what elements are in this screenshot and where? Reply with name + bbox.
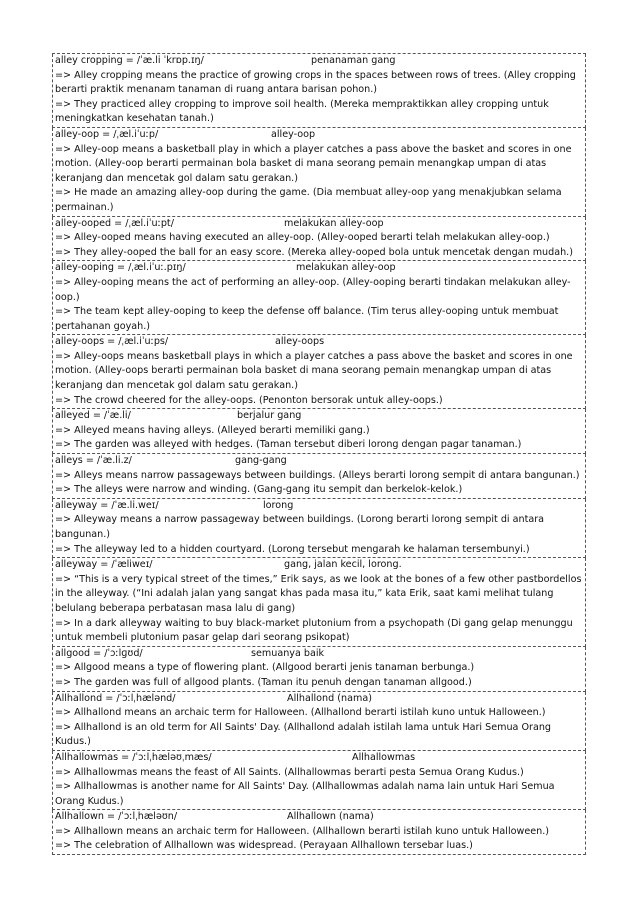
entry-translation: melakukan alley-oop [284, 217, 384, 229]
entry-headword: alley-oop = /ˌæl.iˈuːp/ [55, 128, 159, 140]
entry-example: => The crowd cheered for the alley-oops. (Penonton bersorak untuk alley-oops.) [55, 394, 443, 406]
entry-headword-row [55, 647, 582, 662]
entry-headword: allgood = /ˈɔːlɡʊd/ [55, 647, 143, 659]
entry-example: => Allgood means a type of flowering plant. (Allgood berarti jenis tanaman berbunga.) [55, 662, 475, 674]
dictionary-entry [52, 217, 586, 262]
dictionary-entry [52, 647, 586, 692]
entry-example: => The team kept alley-ooping to keep the defense off balance. (Tim terus alley-ooping untuk membuat pertahanan goyah.) [55, 306, 559, 332]
entry-example: => Alley cropping means the practice of growing crops in the spaces between rows of trees. (Alley cropping berarti praktik menanam tanaman di ruang antara barisan pohon.) [55, 69, 576, 96]
entry-translation: gang-gang [235, 455, 287, 467]
dictionary-entry [52, 499, 586, 558]
entry-translation: Allhallowmas [352, 751, 416, 763]
entry-example: => Alleys means narrow passageways between buildings. (Alleys berarti lorong sempit di antara bangunan.) [55, 469, 580, 481]
entry-translation: lorong [263, 499, 294, 511]
entry-headword-row [55, 335, 582, 350]
entry-example: => Alley-ooping means the act of performing an alley-oop. (Alley-ooping berarti tindakan melakukan alley-oop.) [55, 276, 571, 303]
dictionary-entry [52, 261, 586, 335]
entry-headword-row [55, 692, 582, 707]
entry-example: => Allhallowmas means the feast of All Saints. (Allhallowmas berarti pesta Semua Orang Kudus.) [55, 766, 524, 778]
entry-example: => Alleyway means a narrow passageway between buildings. (Lorong berarti lorong sempit di antara bangunan.) [55, 514, 545, 540]
dictionary-entry [52, 454, 586, 499]
entry-headword: alleyway = /ˈæ.li.weɪ/ [55, 499, 159, 511]
dictionary-entry [52, 810, 586, 855]
dictionary-entry [52, 692, 586, 751]
entry-translation: gang, jalan kecil, lorong. [284, 559, 402, 571]
dictionary-entry [52, 54, 586, 128]
entry-headword: alleyed = /ˈæ.li/ [55, 410, 131, 422]
entry-translation: melakukan alley-oop [296, 262, 396, 274]
entry-headword-row [55, 558, 582, 573]
entry-headword-row [55, 751, 582, 766]
entry-example: => Alley-ooped means having executed an alley-oop. (Alley-ooped berarti telah melakukan alley-oop.) [55, 232, 550, 244]
dictionary-entry [52, 409, 586, 454]
entry-translation: alley-oops [275, 336, 325, 348]
entry-headword: alley cropping = /ˈæ.li ˈkrɒp.ɪŋ/ [55, 55, 204, 66]
entry-example: => Alley-oop means a basketball play in which a player catches a pass above the basket and scores in one motion. (Alley-oop berarti permainan bola basket di mana seorang pemain menangkap umpan di atas keranjang dan mencetak gol dalam satu gerakan.) [55, 143, 572, 184]
entry-example: => Allhallowmas is another name for All Saints' Day. (Allhallowmas adalah nama lain untuk Hari Semua Orang Kudus.) [55, 781, 555, 807]
entry-example: => The celebration of Allhallown was widespread. (Perayaan Allhallown tersebar luas.) [55, 840, 473, 852]
entry-headword: Allhallond = /ˈɔːlˌhælənd/ [55, 692, 176, 704]
entry-example: => Allhallond is an old term for All Saints' Day. (Allhallond adalah istilah lama untuk Hari Semua Orang Kudus.) [55, 721, 552, 748]
entry-example: => The alleyway led to a hidden courtyard. (Lorong tersebut mengarah ke halaman tersembunyi.) [55, 543, 530, 555]
dictionary-entry [52, 558, 586, 647]
entry-example: => “This is a very typical street of the times,” Erik says, as we look at the bones of a few other pastbordellos in the alleyway. (“Ini adalah jalan yang sangat khas pada masa itu,” kata Erik, saat kami melihat tulang belulang beberapa perbatasan masa lalu di gang) [55, 573, 582, 614]
entry-headword: Allhallowmas = /ˈɔːlˌhæləʊˌmæs/ [55, 751, 212, 763]
entry-translation: Allhallond (nama) [287, 692, 372, 704]
entry-headword-row [55, 217, 582, 232]
entry-headword: Allhallown = /ˈɔːlˌhæləʊn/ [55, 811, 178, 823]
entry-example: => Alley-oops means basketball plays in which a player catches a pass above the basket and scores in one motion. (Alley-oops berarti permainan bola basket di mana seorang pemain menangkap umpan di atas keranjang dan mencetak gol dalam satu gerakan.) [55, 350, 573, 392]
entry-headword-row [55, 810, 582, 825]
entry-translation: Allhallown (nama) [287, 811, 374, 823]
entry-headword-row [55, 128, 582, 143]
entry-example: => Allhallown means an archaic term for Halloween. (Allhallown berarti istilah kuno untuk Halloween.) [55, 825, 549, 837]
dictionary-entry [52, 128, 586, 217]
entry-translation: berjalur gang [237, 410, 302, 422]
entry-example: => Allhallond means an archaic term for Halloween. (Allhallond berarti istilah kuno untuk Halloween.) [55, 707, 546, 719]
entry-headword: alleyway = /ˈæliweɪ/ [55, 559, 153, 571]
entry-example: => The alleys were narrow and winding. (Gang-gang itu sempit dan berkelok-kelok.) [55, 484, 463, 496]
dictionary-page [52, 53, 586, 855]
entry-headword: alleys = /ˈæ.li.z/ [55, 455, 132, 467]
entry-headword-row [55, 54, 582, 69]
entry-headword-row [55, 499, 582, 514]
dictionary-entry [52, 751, 586, 810]
entry-example: => In a dark alleyway waiting to buy black-market plutonium from a psychopath (Di gang gelap menunggu untuk membeli plutonium pasar gelap dari seorang psikopat) [55, 617, 573, 644]
entry-example: => They practiced alley cropping to improve soil health. (Mereka mempraktikkan alley cropping untuk meningkatkan kesehatan tanah.) [55, 98, 549, 125]
entry-headword-row [55, 409, 582, 424]
entry-headword-row [55, 261, 582, 276]
entry-example: => They alley-ooped the ball for an easy score. (Mereka alley-ooped bola untuk mencetak dengan mudah.) [55, 246, 573, 258]
entry-example: => The garden was full of allgood plants. (Taman itu penuh dengan tanaman allgood.) [55, 676, 472, 688]
entry-headword: alley-oops = /ˌæl.iˈuːps/ [55, 336, 169, 348]
entry-headword: alley-ooped = /ˌæl.iˈuːpt/ [55, 217, 174, 229]
entry-headword-row [55, 454, 582, 469]
entry-example: => The garden was alleyed with hedges. (Taman tersebut diberi lorong dengan pagar tanaman.) [55, 439, 522, 451]
entry-example: => He made an amazing alley-oop during the game. (Dia membuat alley-oop yang menakjubkan selama permainan.) [55, 187, 562, 213]
entry-headword: alley-ooping = /ˌæl.iˈuː.pɪŋ/ [55, 262, 186, 274]
entry-translation: semuanya baik [251, 647, 325, 659]
dictionary-entry [52, 335, 586, 409]
entry-example: => Alleyed means having alleys. (Alleyed berarti memiliki gang.) [55, 424, 370, 436]
entry-translation: penanaman gang [311, 55, 396, 66]
entry-translation: alley-oop [271, 128, 316, 140]
